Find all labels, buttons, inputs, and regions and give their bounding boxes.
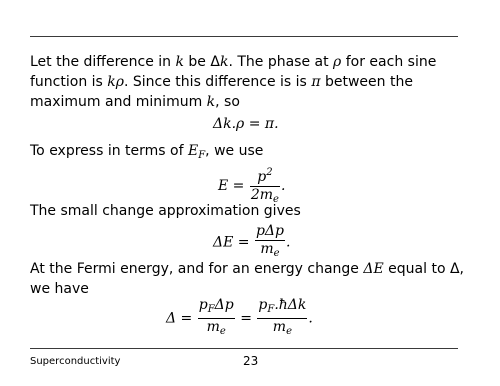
numerator <box>255 223 285 241</box>
equation-end: . <box>286 234 291 251</box>
equation-lhs: E = <box>218 178 245 194</box>
paragraph-line <box>30 72 413 93</box>
top-rule <box>30 36 458 37</box>
text-run: between the <box>320 74 413 90</box>
page-number: 23 <box>243 354 259 368</box>
denominator <box>198 319 235 340</box>
den-text: m <box>272 319 287 335</box>
math-symbol: Δ <box>449 261 460 277</box>
num-text: p <box>198 297 208 313</box>
text-run: be <box>183 54 211 70</box>
num-tail: .ħΔk <box>274 297 307 313</box>
num-sub: F <box>267 304 275 315</box>
num-sub: F <box>207 304 215 315</box>
equation-text: Δk.ρ = π. <box>213 116 279 132</box>
paragraph-line <box>30 92 240 113</box>
num-text: p <box>258 297 268 313</box>
den-sub: e <box>273 194 279 205</box>
text-run: . Since this difference is is <box>124 74 312 90</box>
text-run: maximum and minimum <box>30 94 207 110</box>
den-sub: e <box>286 326 292 337</box>
math-symbol: ΔE <box>363 261 384 277</box>
den-text: m <box>260 241 274 257</box>
den-sub: e <box>219 326 226 337</box>
text-run: , we use <box>205 143 264 159</box>
math-symbol: k <box>219 54 229 70</box>
fraction <box>255 223 285 262</box>
equation-end: . <box>308 310 313 327</box>
num-text: p <box>257 169 267 185</box>
fraction <box>257 297 307 340</box>
equation-3 <box>213 223 290 262</box>
text-run: . The phase at <box>228 54 334 70</box>
math-symbol: ρ <box>333 54 342 70</box>
equals-sign: = <box>240 310 252 327</box>
fraction <box>198 297 235 340</box>
math-symbol: E <box>187 143 199 159</box>
equation-end: . <box>280 178 286 194</box>
footer-title: Superconductivity <box>30 356 121 367</box>
math-symbol: k <box>206 94 216 110</box>
text-run: for each sine <box>341 54 437 70</box>
text-run: we have <box>30 281 89 297</box>
num-sup: 2 <box>266 167 273 178</box>
den-text: m <box>206 319 220 335</box>
den-text: 2m <box>250 187 274 203</box>
paragraph-line <box>30 259 464 280</box>
equation-lhs: Δ = <box>166 310 193 327</box>
numerator <box>257 297 307 319</box>
text-run: equal to <box>383 261 450 277</box>
math-subscript: F <box>198 150 206 161</box>
math-symbol: k <box>175 54 184 70</box>
paragraph-line <box>30 279 89 300</box>
equation-lhs: ΔE = <box>213 234 250 251</box>
text-run: Let the difference in <box>30 54 176 70</box>
denominator <box>257 319 307 340</box>
math-symbol: Δ <box>210 54 220 70</box>
num-tail: Δp <box>214 297 234 313</box>
num-text: pΔp <box>255 223 285 239</box>
numerator <box>198 297 235 319</box>
equation-1 <box>213 116 279 132</box>
text-run: To express in terms of <box>30 143 188 159</box>
text-run: , so <box>215 94 240 110</box>
numerator <box>250 164 280 187</box>
text-run: The small change approximation gives <box>30 203 301 219</box>
den-sub: e <box>273 248 280 259</box>
paragraph-line <box>30 141 263 166</box>
text-run: function is <box>30 74 108 90</box>
paragraph-line <box>30 52 436 73</box>
math-symbol: kρ <box>107 74 124 90</box>
bottom-rule <box>30 348 458 349</box>
math-symbol: π <box>311 74 321 90</box>
equation-4 <box>166 297 313 340</box>
text-run: , <box>459 261 464 277</box>
text-run: At the Fermi energy, and for an energy change <box>30 261 364 277</box>
paragraph-line <box>30 201 301 222</box>
